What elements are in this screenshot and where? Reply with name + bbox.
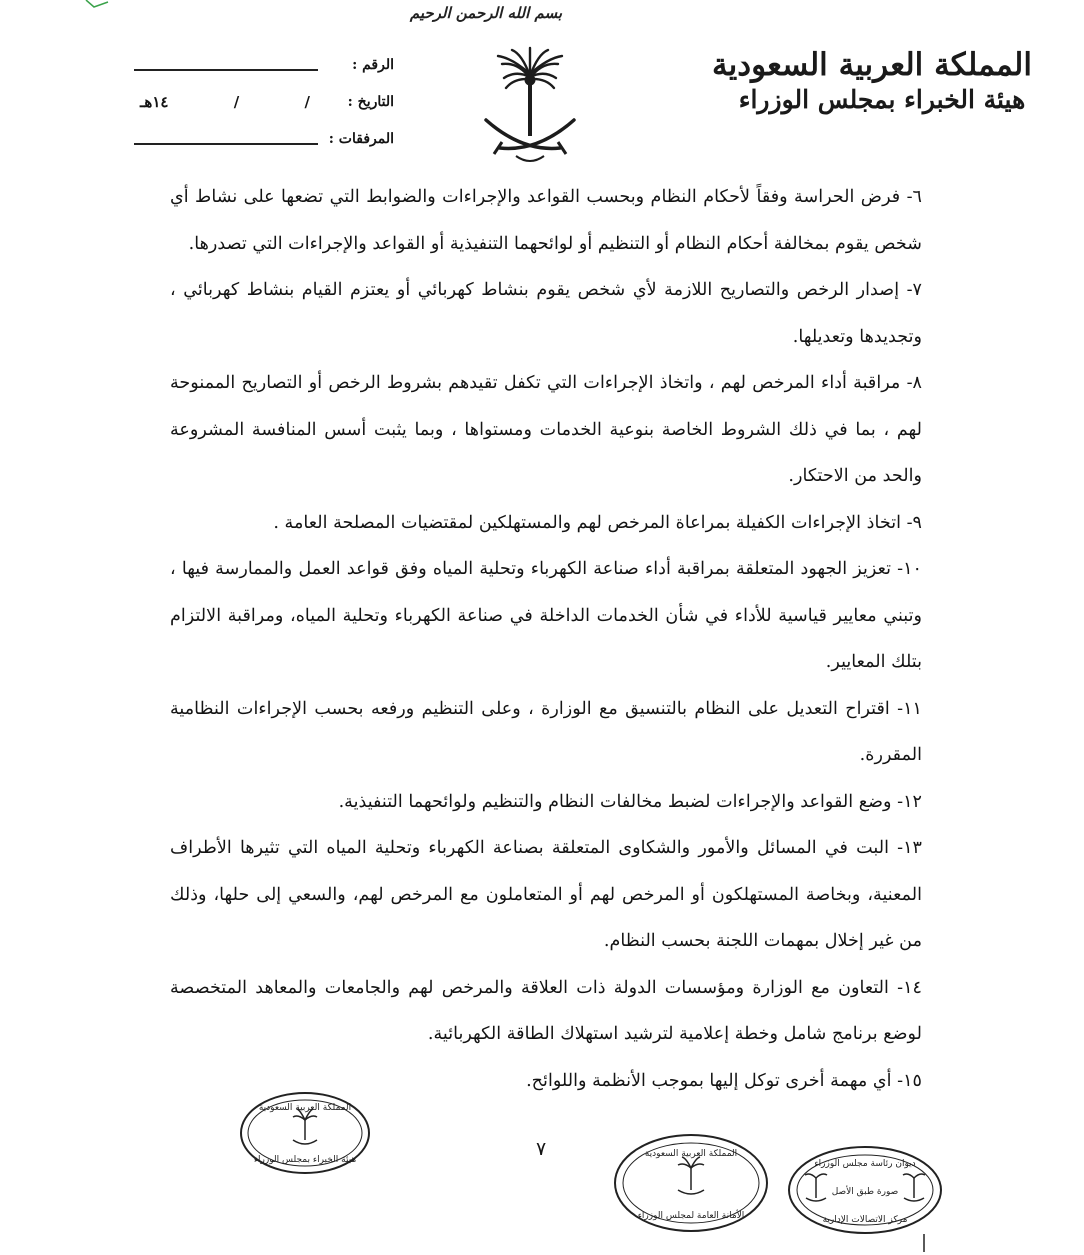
organization-header [712,46,1032,116]
attachments-label: المرفقات : [328,130,394,147]
attachments-line [134,133,318,145]
document-body [170,174,922,1104]
clause-14: ١٤- التعاون مع الوزارة ومؤسسات الدولة ذات العلاقة والمرخص لهم والجامعات والمعاهد المتخصصة لوضع برنامج شامل وخطة إعلامية لترشيد استهلاك الطاقة الكهربائية. [170,977,922,1044]
number-label: الرقم : [352,56,394,73]
seal-middle-top-text: المملكة العربية السعودية [644,1149,738,1159]
seal-left-top-text: المملكة العربية السعودية [258,1103,352,1113]
official-seal-right [786,1144,944,1236]
seal-middle-bottom-text: الأمانة العامة لمجلس الوزراء [637,1211,745,1221]
palm-and-swords-emblem-icon [678,1157,704,1194]
seal-left-bottom-text: هيئة الخبراء بمجلس الوزراء [253,1155,357,1165]
number-line [134,59,318,71]
clause-8: ٨- مراقبة أداء المرخص لهم ، واتخاذ الإجراءات التي تكفل تقيدهم بشروط الرخص أو التصاريح الممنوحة لهم ، بما في ذلك الشروط الخاصة بنوعية الخدمات ومستواها ، وبما يثبت أسس المنافسة المشروعة والحد من الاحتكار. [170,373,922,486]
palm-and-swords-emblem-icon [482,44,578,172]
reference-number-row [134,46,394,83]
kingdom-name: المملكة العربية السعودية [712,47,1032,83]
official-seal-left [238,1090,372,1176]
reference-attachments-row [134,120,394,157]
clause-13: ١٣- البت في المسائل والأمور والشكاوى المتعلقة بصناعة الكهرباء وتحلية المياه التي تثيرها الأطراف المعنية، وبخاصة المستهلكون أو المرخص لهم أو المتعاملون مع المرخص لهم، والسعي إلى حلها، وذلك من غير إخلال بمهمات اللجنة بحسب النظام. [170,838,922,951]
seal-right-center-text: صورة طبق الأصل [831,1187,899,1197]
official-seal-middle [612,1132,770,1234]
date-separator: / [304,92,310,111]
edge-mark [918,1232,930,1254]
reference-block [134,46,394,157]
clause-10: ١٠- تعزيز الجهود المتعلقة بمراقبة أداء صناعة الكهرباء وتحلية المياه وفق قواعد العمل والممارسة فيها ، وتبني معايير قياسية للأداء في شأن الخدمات الداخلة في صناعة الكهرباء وتحلية المياه، ومراقبة الالتزام بتلك المعايير. [170,559,922,672]
basmala: بسم الله الرحمن الرحيم [409,4,562,22]
corner-mark [84,0,114,10]
clause-6: ٦- فرض الحراسة وفقاً لأحكام النظام وبحسب القواعد والإجراءات والضوابط التي تضعها على نشاط أي شخص يقوم بمخالفة أحكام النظام أو التنظيم أو لوائحهما التنفيذية أو القواعد والإجراءات التي تصدرها. [170,187,922,254]
clause-11: ١١- اقتراح التعديل على النظام بالتنسيق مع الوزارة ، وعلى التنظيم ورفعه بحسب الإجراءات النظامية المقررة. [170,698,922,765]
seal-right-bottom-text: مركز الاتصالات الإدارية [822,1215,908,1225]
clause-12: ١٢- وضع القواعد والإجراءات لضبط مخالفات النظام والتنظيم ولوائحهما التنفيذية. [338,791,922,812]
date-label: التاريخ : [347,93,394,110]
clause-9: ٩- اتخاذ الإجراءات الكفيلة بمراعاة المرخص لهم والمستهلكين لمقتضيات المصلحة العامة . [273,512,922,533]
commission-name: هيئة الخبراء بمجلس الوزراء [738,85,1026,114]
seal-right-top-text: ديوان رئاسة مجلس الوزراء [814,1159,916,1169]
clause-7: ٧- إصدار الرخص والتصاريح اللازمة لأي شخص يقوم بنشاط كهربائي أو يعتزم القيام بنشاط كهربائي ، وتجديدها وتعديلها. [170,280,922,347]
page-number: ٧ [536,1138,547,1160]
palm-and-swords-emblem-icon [293,1109,317,1144]
date-fields [134,93,310,111]
date-separator: / [233,92,240,111]
reference-date-row [134,83,394,120]
date-suffix: ١٤هـ [140,92,169,111]
clause-15: ١٥- أي مهمة أخرى توكل إليها بموجب الأنظمة واللوائح. [526,1070,922,1091]
